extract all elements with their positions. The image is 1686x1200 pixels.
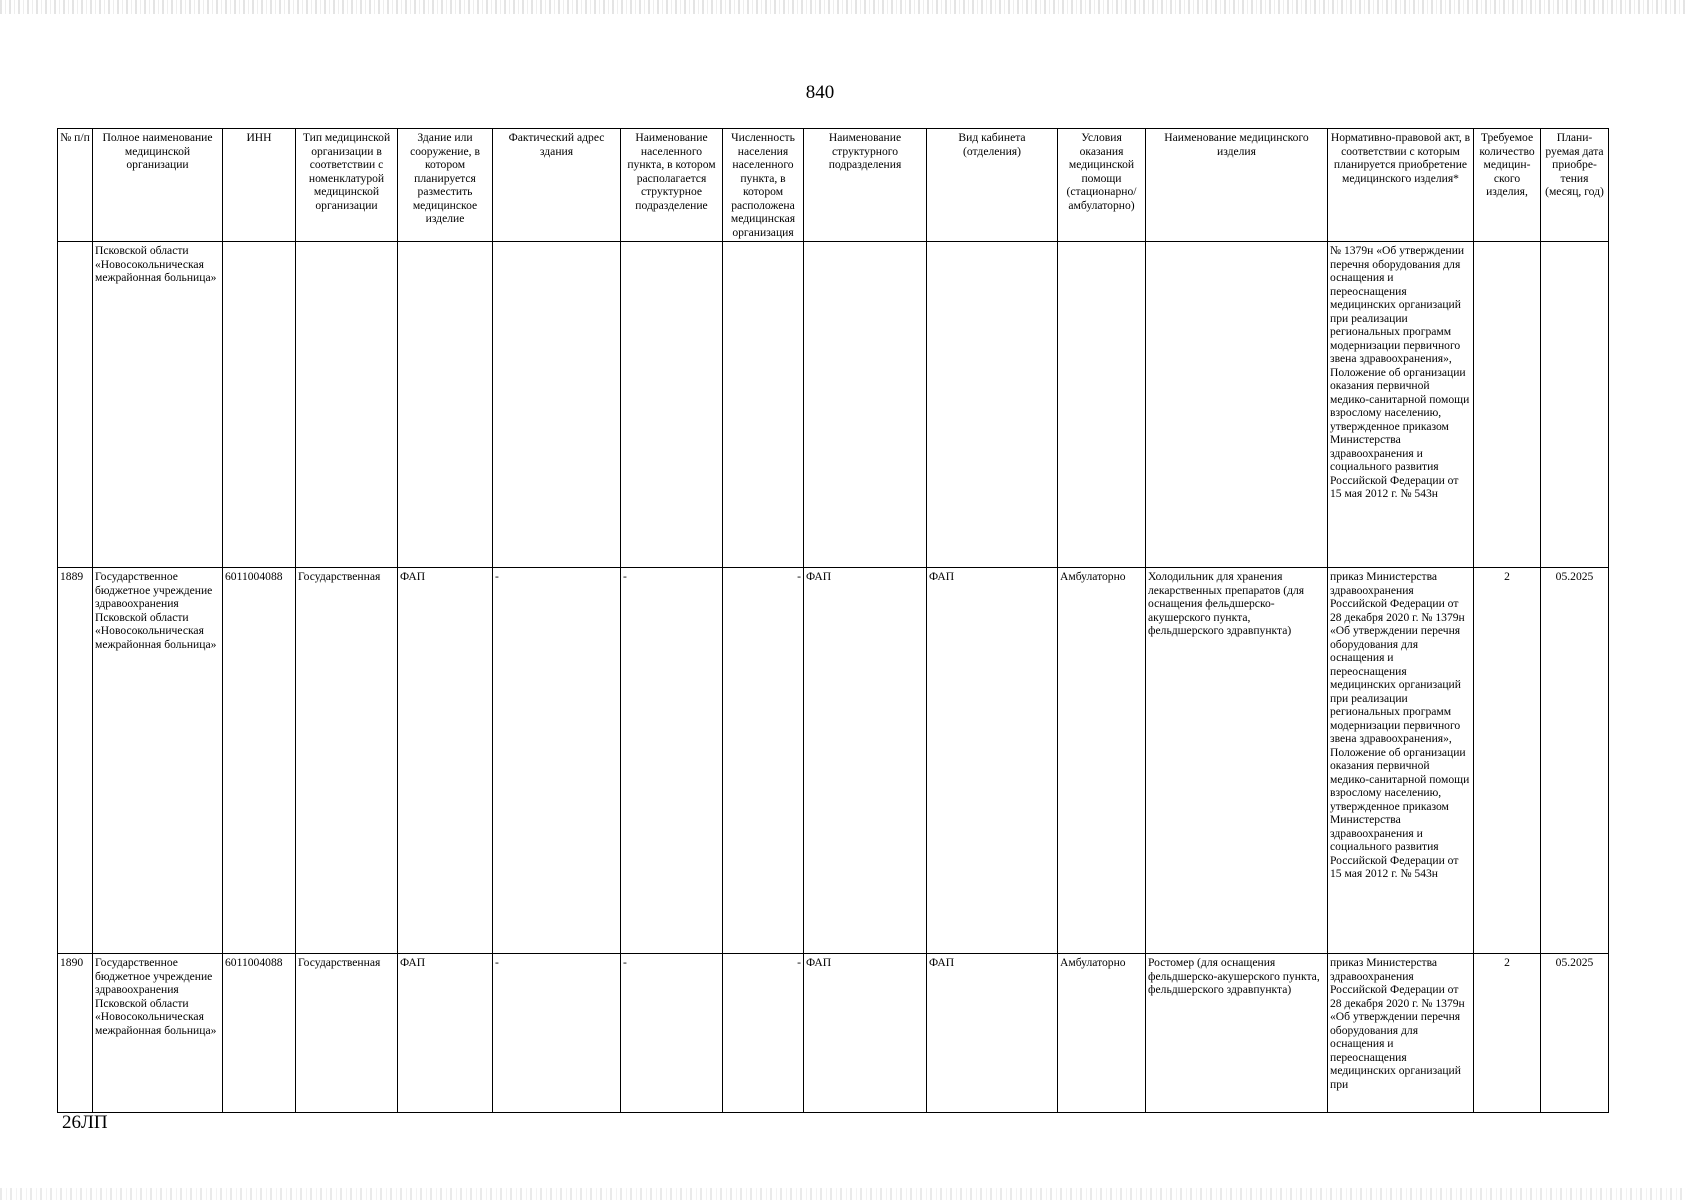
cell-address: -	[493, 954, 621, 1113]
cell-org: Псковской области «Новосокольническая межрайонная больница»	[93, 242, 223, 568]
table-header-row	[58, 129, 1609, 242]
cell-settlement	[621, 242, 723, 568]
scan-artifact-top	[0, 0, 1686, 14]
scan-artifact-bottom	[0, 1188, 1686, 1200]
cell-population: -	[723, 954, 804, 1113]
col-header-org: Полное наименование медицинской организации	[93, 129, 223, 242]
registry-table	[57, 128, 1609, 1113]
col-header-num: № п/п	[58, 129, 93, 242]
col-header-cabinet: Вид кабинета (отделения)	[927, 129, 1058, 242]
cell-legal-act: № 1379н «Об утверждении перечня оборудования для оснащения и переоснащения медицинских организаций при реализации региональных программ модернизации первичного звена здравоохранения», Положение об организации оказания первичной медико-санитарной помощи взрослому населению, утвержденное приказом Министерства здравоохранения и социального развития Российской Федерации от 15 мая 2012 г. № 543н	[1328, 242, 1474, 568]
cell-type	[296, 242, 398, 568]
cell-type: Государственная	[296, 568, 398, 954]
cell-legal-act: приказ Министерства здравоохранения Российской Федерации от 28 декабря 2020 г. № 1379н «Об утверждении перечня оборудования для оснащения и переоснащения медицинских организаций при	[1328, 954, 1474, 1113]
cell-address: -	[493, 568, 621, 954]
col-header-date: Плани-руемая дата приобре-тения (месяц, год)	[1541, 129, 1609, 242]
table-row	[58, 954, 1609, 1113]
cell-qty: 2	[1474, 568, 1541, 954]
cell-org: Государственное бюджетное учреждение здравоохранения Псковской области «Новосокольническая межрайонная больница»	[93, 954, 223, 1113]
cell-org: Государственное бюджетное учреждение здравоохранения Псковской области «Новосокольническая межрайонная больница»	[93, 568, 223, 954]
cell-cabinet	[927, 242, 1058, 568]
col-header-device: Наименование медицинского изделия	[1146, 129, 1328, 242]
cell-inn	[223, 242, 296, 568]
col-header-unit: Наименование структурного подразделения	[804, 129, 927, 242]
cell-date: 05.2025	[1541, 568, 1609, 954]
cell-num: 1890	[58, 954, 93, 1113]
cell-unit: ФАП	[804, 568, 927, 954]
cell-building	[398, 242, 493, 568]
cell-cabinet: ФАП	[927, 568, 1058, 954]
cell-device: Холодильник для хранения лекарственных препаратов (для оснащения фельдшерско-акушерского пункта, фельдшерского здравпункта)	[1146, 568, 1328, 954]
cell-legal-act: приказ Министерства здравоохранения Российской Федерации от 28 декабря 2020 г. № 1379н «Об утверждении перечня оборудования для оснащения и переоснащения медицинских организаций при реализации региональных программ модернизации первичного звена здравоохранения», Положение об организации оказания первичной медико-санитарной помощи взрослому населению, утвержденное приказом Министерства здравоохранения и социального развития Российской Федерации от 15 мая 2012 г. № 543н	[1328, 568, 1474, 954]
col-header-conditions: Условия оказания медицинской помощи (стационарно/ амбулаторно)	[1058, 129, 1146, 242]
cell-unit	[804, 242, 927, 568]
col-header-settlement: Наименование населенного пункта, в котором располагается структурное подразделение	[621, 129, 723, 242]
cell-num	[58, 242, 93, 568]
cell-conditions	[1058, 242, 1146, 568]
cell-address	[493, 242, 621, 568]
cell-population: -	[723, 568, 804, 954]
cell-inn: 6011004088	[223, 954, 296, 1113]
cell-conditions: Амбулаторно	[1058, 954, 1146, 1113]
cell-qty: 2	[1474, 954, 1541, 1113]
cell-unit: ФАП	[804, 954, 927, 1113]
cell-settlement: -	[621, 954, 723, 1113]
col-header-inn: ИНН	[223, 129, 296, 242]
footer-document-code: 26ЛП	[62, 1112, 108, 1133]
cell-building: ФАП	[398, 568, 493, 954]
col-header-legal-act: Нормативно-правовой акт, в соответствии с которым планируется приобретение медицинского изделия*	[1328, 129, 1474, 242]
cell-date: 05.2025	[1541, 954, 1609, 1113]
cell-date	[1541, 242, 1609, 568]
cell-cabinet: ФАП	[927, 954, 1058, 1113]
table-row	[58, 568, 1609, 954]
cell-type: Государственная	[296, 954, 398, 1113]
cell-conditions: Амбулаторно	[1058, 568, 1146, 954]
cell-building: ФАП	[398, 954, 493, 1113]
cell-device: Ростомер (для оснащения фельдшерско-акушерского пункта, фельдшерского здравпункта)	[1146, 954, 1328, 1113]
col-header-address: Фактический адрес здания	[493, 129, 621, 242]
col-header-type: Тип медицинской организации в соответствии с номенклатурой медицинской организации	[296, 129, 398, 242]
col-header-qty: Требуемое количество медицин-ского изделия,	[1474, 129, 1541, 242]
page-number: 840	[805, 82, 835, 103]
cell-population	[723, 242, 804, 568]
cell-device	[1146, 242, 1328, 568]
col-header-building: Здание или сооружение, в котором планируется разместить медицинское изделие	[398, 129, 493, 242]
cell-settlement: -	[621, 568, 723, 954]
col-header-population: Численность населения населенного пункта, в котором расположена медицинская организация	[723, 129, 804, 242]
cell-num: 1889	[58, 568, 93, 954]
table-row-continuation	[58, 242, 1609, 568]
cell-qty	[1474, 242, 1541, 568]
cell-inn: 6011004088	[223, 568, 296, 954]
